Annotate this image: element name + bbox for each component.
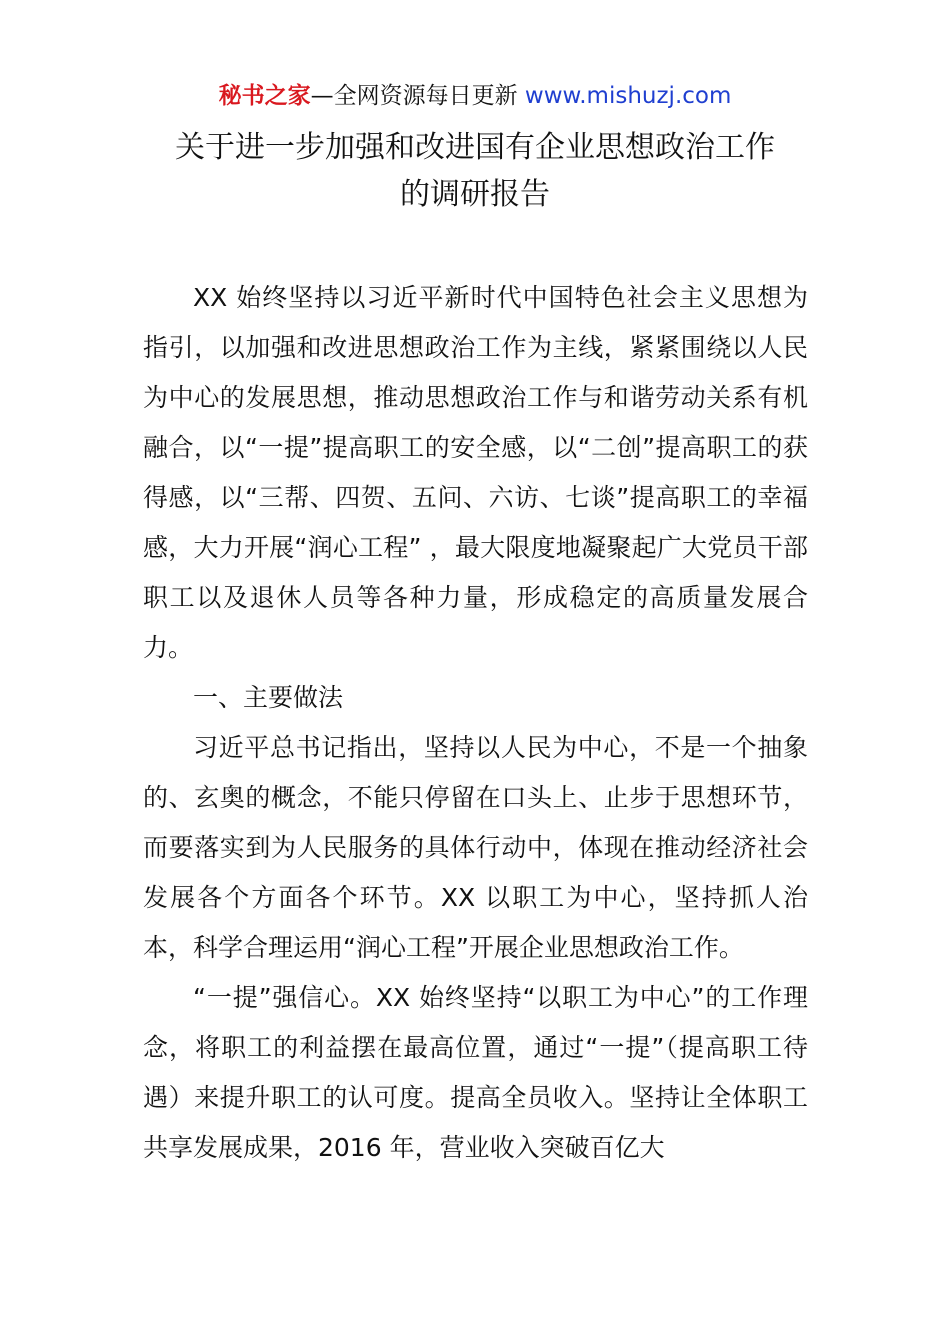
document-title: [0, 124, 950, 218]
site-brand: 秘书之家: [218, 83, 311, 109]
section-heading-main-practices: 一、主要做法: [193, 683, 344, 712]
site-tagline: —全网资源每日更新: [310, 83, 525, 109]
site-header: [0, 80, 950, 112]
site-url-link[interactable]: www.mishuzj.com: [524, 83, 732, 109]
paragraph-intro: XX 始终坚持以习近平新时代中国特色社会主义思想为指引，以加强和改进思想政治工作为主线，紧紧围绕以人民为中心的发展思想，推动思想政治工作与和谐劳动关系有机融合，以“一提”提高职工的安全感，以“二创”提高职工的获得感，以“三帮、四贺、五问、六访、七谈”提高职工的幸福感，大力开展“润心工程” ，最大限度地凝聚起广大党员干部职工以及退休人员等各种力量，形成稳定的高质量发展合力。: [143, 283, 808, 662]
title-line-2: 的调研报告: [400, 177, 550, 212]
paragraph-yiti: “一提”强信心。XX 始终坚持“以职工为中心”的工作理念，将职工的利益摆在最高位置，通过“一提”（提高职工待遇）来提升职工的认可度。提高全员收入。坚持让全体职工共享发展成果，2016 年，营业收入突破百亿大: [143, 983, 808, 1162]
title-line-1: 关于进一步加强和改进国有企业思想政治工作: [175, 130, 775, 165]
paragraph-people-centered: 习近平总书记指出，坚持以人民为中心，不是一个抽象的、玄奥的概念，不能只停留在口头上、止步于思想环节，而要落实到为人民服务的具体行动中，体现在推动经济社会发展各个方面各个环节。XX 以职工为中心，坚持抓人治本，科学合理运用“润心工程”开展企业思想政治工作。: [143, 733, 808, 962]
document-body: [143, 273, 808, 1173]
